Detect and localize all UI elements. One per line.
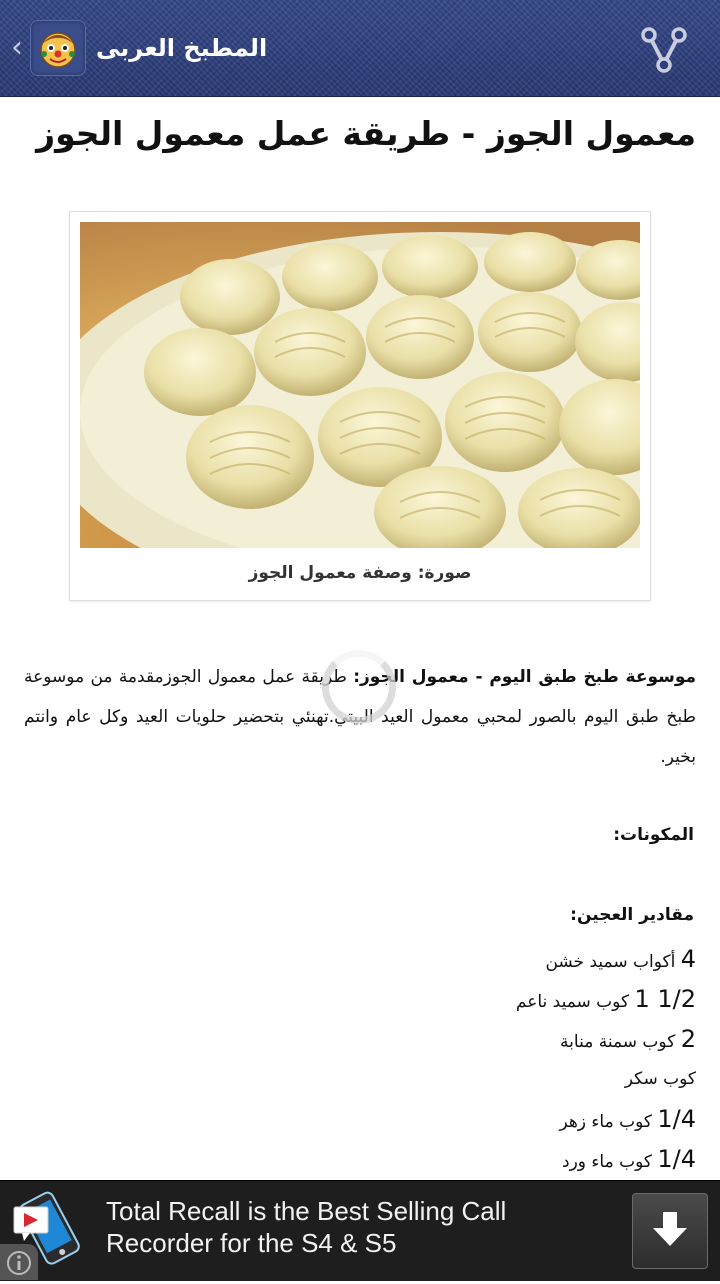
recipe-image-frame <box>69 211 651 601</box>
recipe-photo[interactable] <box>80 222 640 548</box>
app-logo-icon[interactable] <box>30 20 86 76</box>
action-bar <box>0 0 720 97</box>
ingredient-qty: 4 <box>680 945 696 973</box>
dough-heading: مقادير العجين: <box>570 905 694 925</box>
ingredient-text: أكواب سميد خشن <box>545 952 676 972</box>
info-icon[interactable] <box>0 1244 38 1280</box>
ingredient-item <box>296 1139 696 1179</box>
ad-banner[interactable] <box>0 1180 720 1281</box>
ingredient-qty: 1/4 <box>657 1145 696 1173</box>
ingredient-item <box>296 939 696 979</box>
ingredient-text: كوب سميد ناعم <box>515 992 630 1012</box>
article-title: معمول الجوز - طريقة عمل معمول الجوز <box>36 114 696 153</box>
ingredient-qty: 2 <box>680 1025 696 1053</box>
ingredient-item <box>296 1059 696 1099</box>
ingredient-text: كوب سمنة منابة <box>560 1032 676 1052</box>
ingredient-text: كوب ماء زهر <box>559 1112 652 1132</box>
download-button[interactable] <box>632 1193 708 1269</box>
share-icon[interactable] <box>638 24 690 76</box>
loading-spinner <box>322 650 396 724</box>
image-caption: صورة: وصفة معمول الجوز <box>248 563 472 583</box>
intro-bold-text: موسوعة طبخ طبق اليوم - معمول الجوز: <box>353 667 697 687</box>
ingredient-qty: 1 1/2 <box>634 985 696 1013</box>
ingredient-item <box>296 1099 696 1139</box>
chevron-left-icon[interactable]: ‹ <box>11 30 23 65</box>
download-icon <box>633 1194 707 1268</box>
ingredients-list <box>296 939 696 1179</box>
intro-text: طريقة عمل معمول الجوزمقدمة من موسوعة طبخ طبق اليوم بالصور لمحبي معمول العيد البيتي.تهنئي بتحضير حلويات العيد وكل عام وانتم بخير. <box>24 667 696 767</box>
ingredient-text: كوب سكر <box>624 1069 696 1089</box>
app-title: المطبخ العربى <box>96 34 268 62</box>
ingredients-heading: المكونات: <box>613 825 694 845</box>
ad-text[interactable]: Total Recall is the Best Selling Call Recorder for the S4 & S5 <box>106 1196 507 1258</box>
ingredient-qty: 1/4 <box>657 1105 696 1133</box>
ingredient-item <box>296 1019 696 1059</box>
ingredient-item <box>296 979 696 1019</box>
article-content[interactable] <box>0 97 720 1180</box>
ingredient-text: كوب ماء ورد <box>562 1152 652 1172</box>
